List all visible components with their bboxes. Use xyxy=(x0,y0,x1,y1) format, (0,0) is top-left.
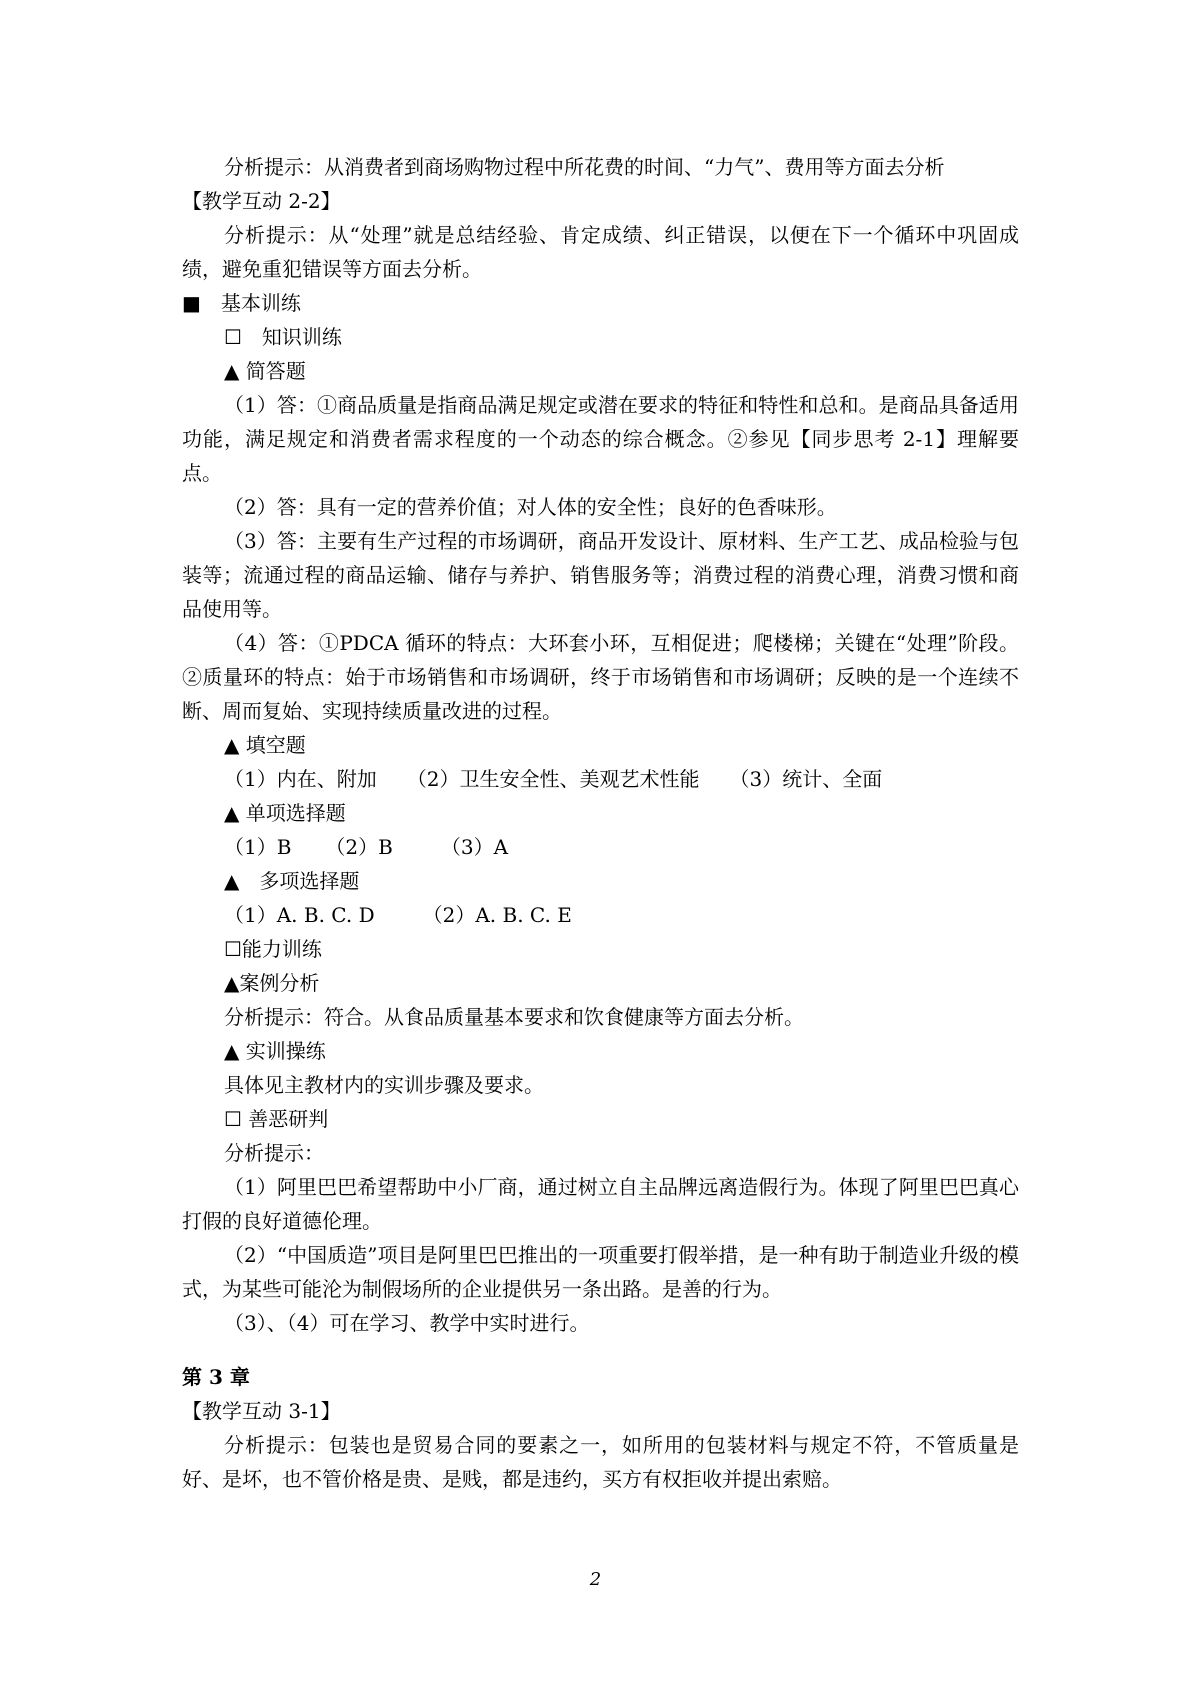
paragraph: 分析提示：符合。从食品质量基本要求和饮食健康等方面去分析。 xyxy=(224,1005,804,1029)
answer-row xyxy=(182,898,1019,932)
answer-item: （1）A. B. C. D xyxy=(224,903,375,927)
document-body xyxy=(182,150,1019,1496)
answer-paragraph: （3）答：主要有生产过程的市场调研，商品开发设计、原材料、生产工艺、成品检验与包装等；流通过程的商品运输、储存与养护、销售服务等；消费过程的消费心理，消费习惯和商品使用等。 xyxy=(182,529,1019,621)
page-number: 2 xyxy=(589,1569,602,1590)
paragraph: 分析提示： xyxy=(224,1141,324,1165)
answer-item: （3）统计、全面 xyxy=(729,767,883,791)
answer-paragraph: （2）“中国质造”项目是阿里巴巴推出的一项重要打假举措，是一种有助于制造业升级的模式，为某些可能沦为制假场所的企业提供另一条出路。是善的行为。 xyxy=(182,1243,1019,1301)
paragraph: 分析提示：包装也是贸易合同的要素之一，如所用的包装材料与规定不符，不管质量是好、是坏，也不管价格是贵、是贱，都是违约，买方有权拒收并提出索赔。 xyxy=(182,1433,1019,1491)
answer-paragraph: （1）阿里巴巴希望帮助中小厂商，通过树立自主品牌远离造假行为。体现了阿里巴巴真心打假的良好道德伦理。 xyxy=(182,1175,1019,1233)
question-type-heading: ▲ 实训操练 xyxy=(224,1039,326,1063)
question-type-heading: ▲ 多项选择题 xyxy=(224,869,360,893)
paragraph: 具体见主教材内的实训步骤及要求。 xyxy=(224,1073,544,1097)
subsection-heading: ☐ 知识训练 xyxy=(224,325,342,349)
answer-paragraph: （3）、（4）可在学习、教学中实时进行。 xyxy=(224,1311,590,1335)
answer-row xyxy=(182,830,1019,864)
answer-item: （2）A. B. C. E xyxy=(422,903,572,927)
answer-item: （2）卫生安全性、美观艺术性能 xyxy=(406,767,700,791)
answer-item: （3）A xyxy=(440,835,509,859)
answer-item: （1）B xyxy=(224,835,292,859)
subsection-heading: ☐ 善恶研判 xyxy=(224,1107,329,1131)
section-heading: 【教学互动 2-2】 xyxy=(182,189,341,213)
section-heading: ■ 基本训练 xyxy=(182,291,301,315)
question-type-heading: ▲ 单项选择题 xyxy=(224,801,346,825)
question-type-heading: ▲ 填空题 xyxy=(224,733,306,757)
answer-row xyxy=(182,762,1019,796)
paragraph: 分析提示：从消费者到商场购物过程中所花费的时间、“力气”、费用等方面去分析 xyxy=(224,155,945,179)
subsection-heading: ☐能力训练 xyxy=(224,937,322,961)
question-type-heading: ▲案例分析 xyxy=(224,971,320,995)
paragraph: 分析提示：从“处理”就是总结经验、肯定成绩、纠正错误，以便在下一个循环中巩固成绩，避免重犯错误等方面去分析。 xyxy=(182,223,1019,281)
question-type-heading: ▲ 简答题 xyxy=(224,359,306,383)
chapter-title: 第 3 章 xyxy=(182,1365,250,1389)
answer-item: （2）B xyxy=(325,835,393,859)
answer-paragraph: （2）答：具有一定的营养价值；对人体的安全性；良好的色香味形。 xyxy=(224,495,837,519)
answer-item: （1）内在、附加 xyxy=(224,767,377,791)
section-heading: 【教学互动 3-1】 xyxy=(182,1399,341,1423)
answer-paragraph: （4）答：①PDCA 循环的特点：大环套小环，互相促进；爬楼梯；关键在“处理”阶段。②质量环的特点：始于市场销售和市场调研，终于市场销售和市场调研；反映的是一个连续不断、周而复始、实现持续质量改进的过程。 xyxy=(182,631,1019,723)
answer-paragraph: （1）答：①商品质量是指商品满足规定或潜在要求的特征和特性和总和。是商品具备适用功能，满足规定和消费者需求程度的一个动态的综合概念。②参见【同步思考 2-1】理解要点。 xyxy=(182,393,1019,485)
